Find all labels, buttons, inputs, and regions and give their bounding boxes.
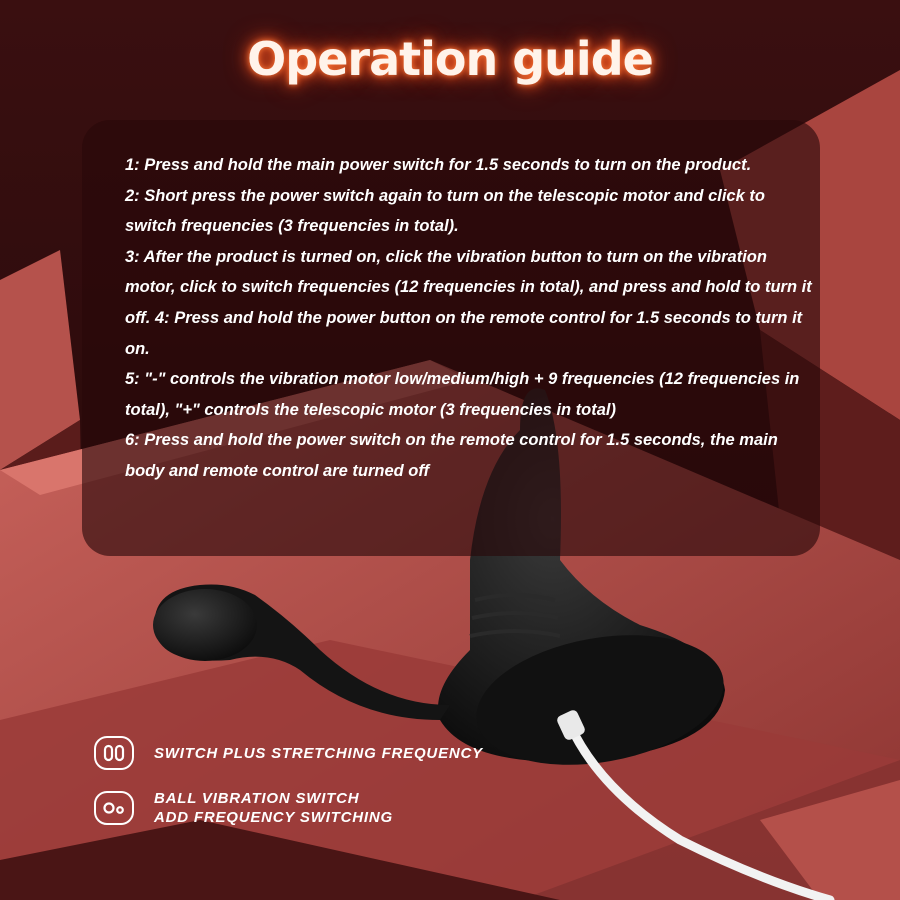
feature-stretching-frequency bbox=[94, 736, 483, 770]
double-pill-icon bbox=[94, 736, 134, 770]
instruction-steps bbox=[125, 150, 815, 487]
feature-label-line-2: ADD FREQUENCY SWITCHING bbox=[154, 809, 393, 826]
page-title: Operation guide bbox=[247, 32, 653, 86]
circles-icon bbox=[94, 791, 134, 825]
feature-label: SWITCH PLUS STRETCHING FREQUENCY bbox=[154, 744, 483, 762]
feature-label-line-1: BALL VIBRATION SWITCH bbox=[154, 790, 360, 807]
feature-ball-vibration bbox=[94, 789, 393, 827]
step-5: 5: "-" controls the vibration motor low/medium/high + 9 frequencies (12 frequencies in total), "+" controls the telescopic motor (3 frequencies in total) bbox=[125, 370, 800, 419]
step-3: 3: After the product is turned on, click the vibration button to turn on the vibration motor, click to switch frequencies (12 frequencies in total), and press and hold to turn it off. 4: Press and hold the power button on the remote control for 1.5 seconds to turn it on. bbox=[125, 247, 812, 358]
step-2: 2: Short press the power switch again to turn on the telescopic motor and click to switch frequencies (3 frequencies in total). bbox=[125, 186, 765, 236]
step-6: 6: Press and hold the power switch on the remote control for 1.5 seconds, the main body and remote control are turned off bbox=[125, 431, 778, 480]
step-1: 1: Press and hold the main power switch for 1.5 seconds to turn on the product. bbox=[125, 156, 752, 174]
